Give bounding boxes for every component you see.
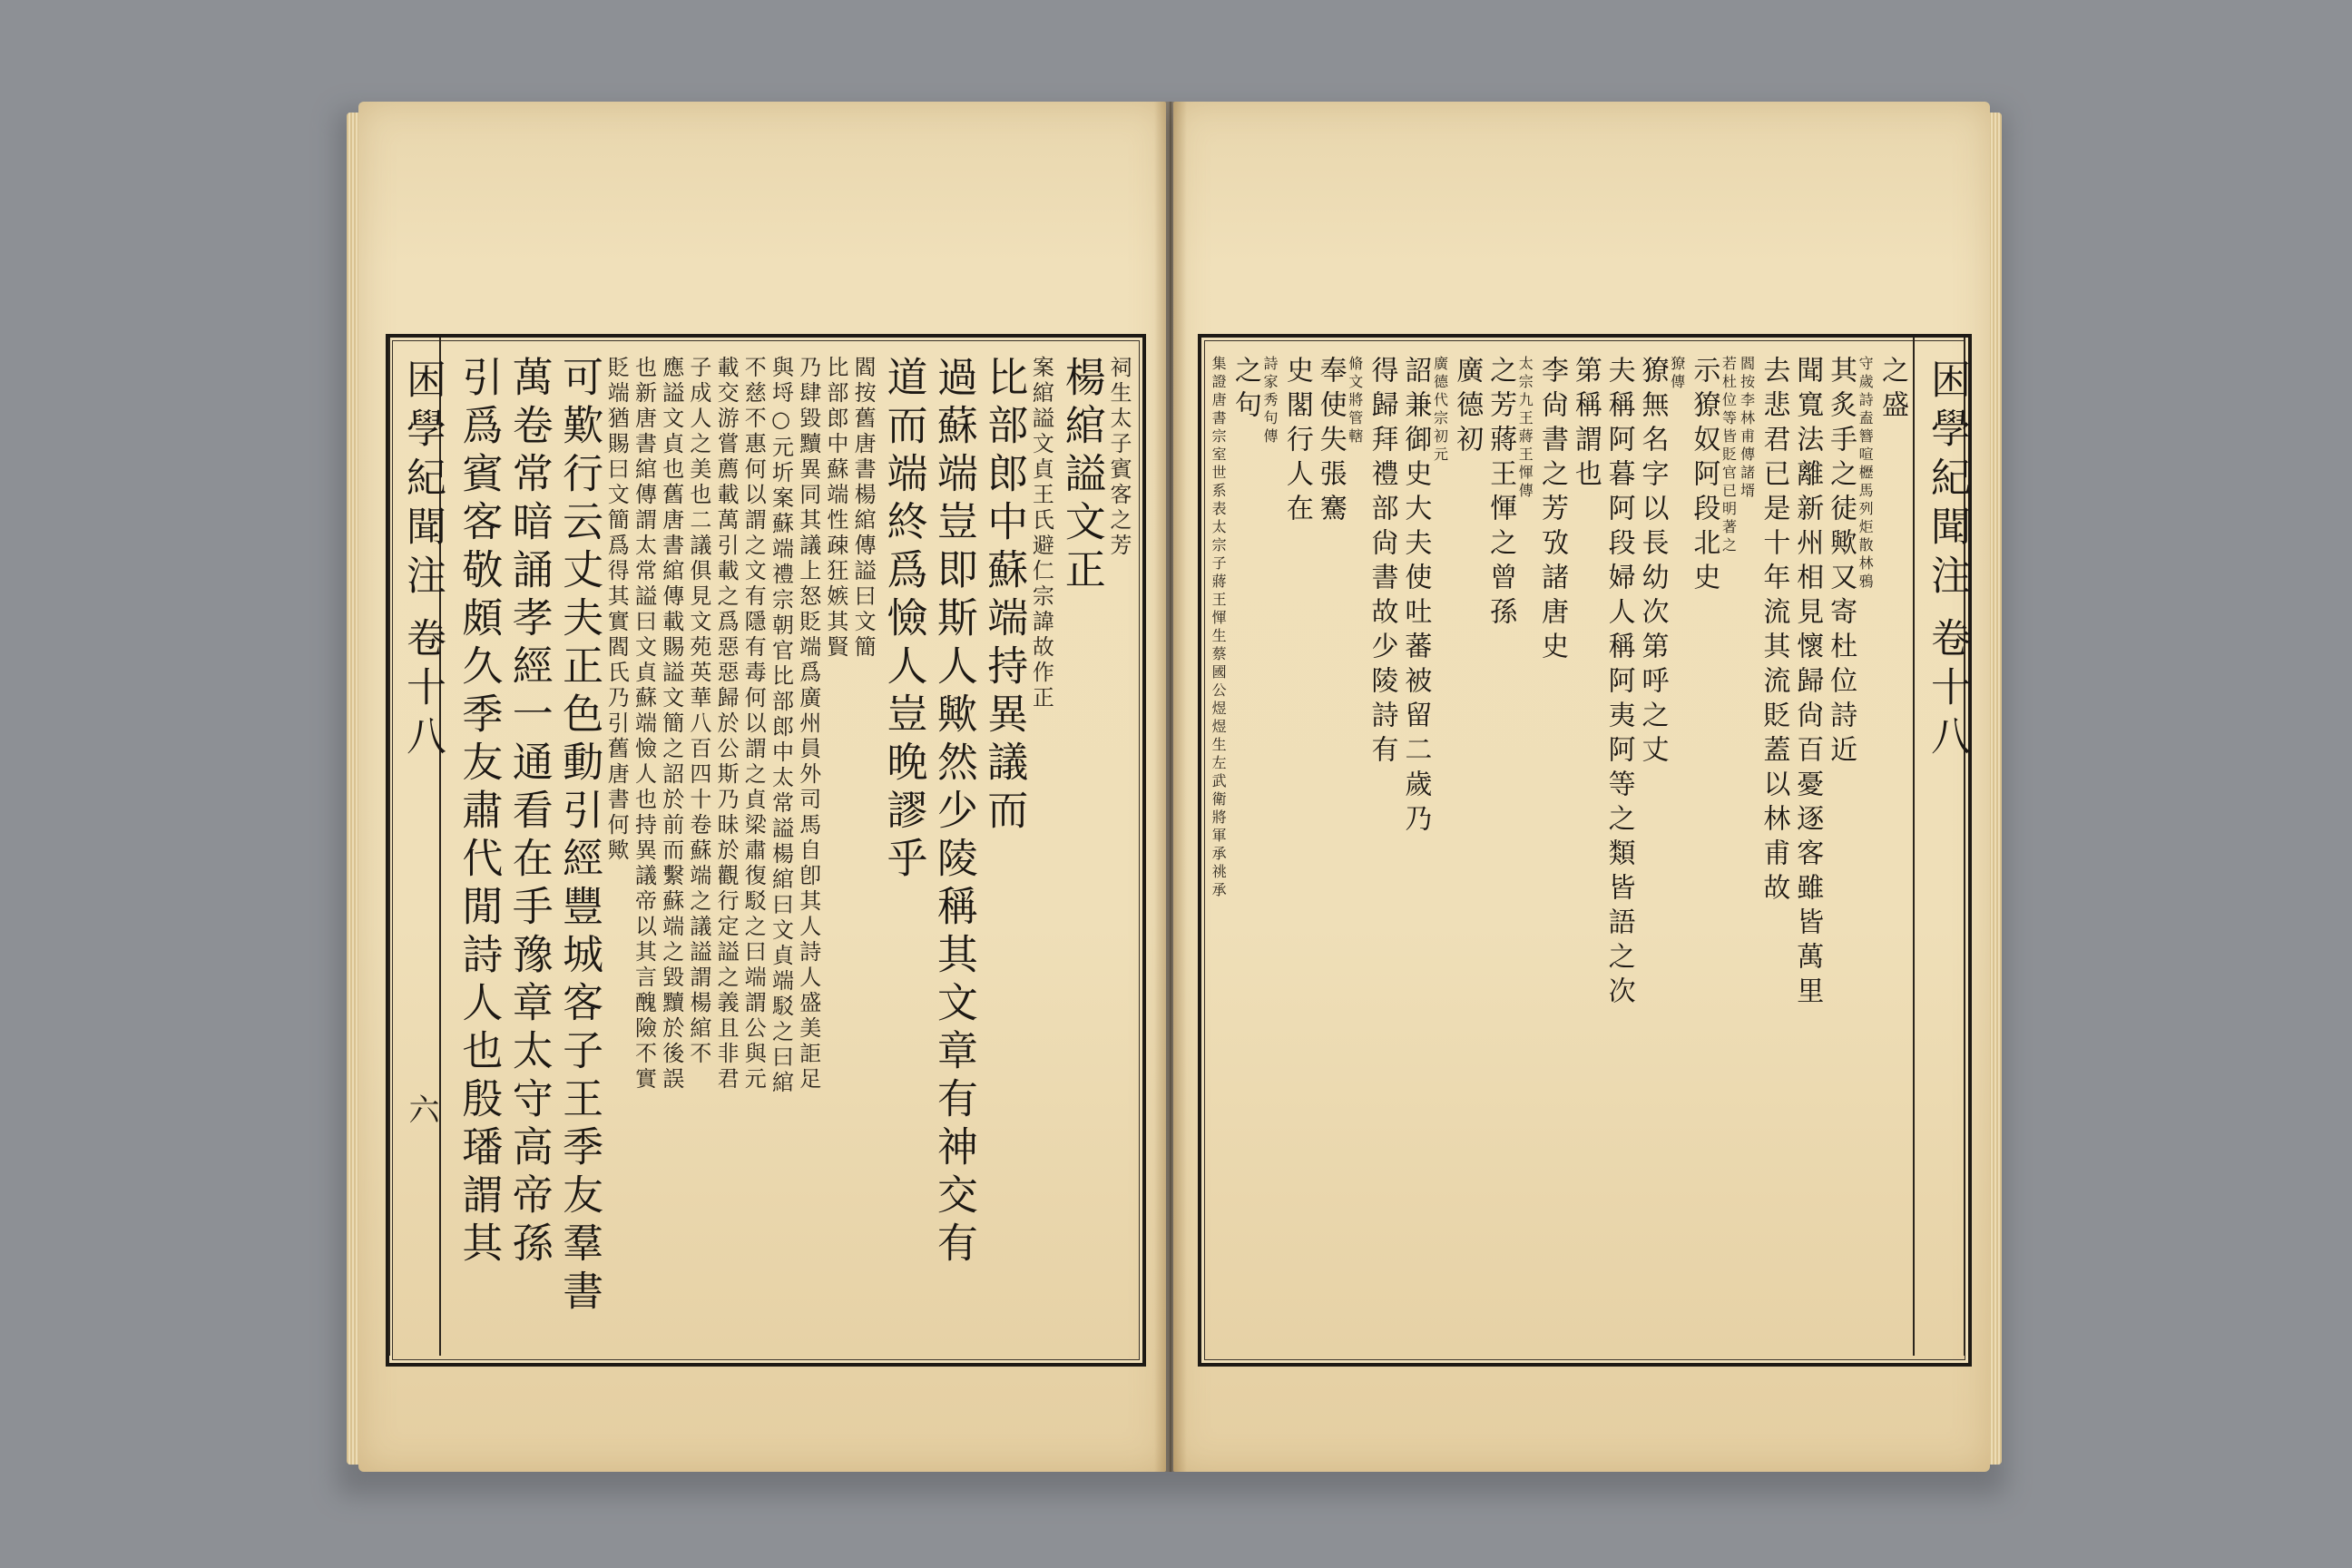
left-page-column: 與埒○元圻案蘇端禮宗朝官比部郎中太常謚楊綰曰文貞端駁之曰綰 — [768, 356, 794, 1096]
book-gutter — [1154, 102, 1187, 1472]
left-page-column: 乃肆毀黷異同其議上怒貶端爲廣州員外司馬自卽其人詩人盛美詎足 — [795, 356, 821, 1093]
right-page-column: 之盛 — [1876, 356, 1908, 425]
left-page-column: 比部郎中蘇端持異議而 — [980, 356, 1029, 837]
right-page-column: 獠傳 — [1668, 356, 1686, 392]
left-page-column: 子成人之美也二議俱見文苑英華八百四十卷蘇端之議謚謂楊綰不 — [685, 356, 711, 1067]
left-page-column: 祠生太子賓客之芳 — [1105, 356, 1132, 559]
right-page-column: 廣德代宗初元 — [1431, 356, 1449, 465]
right-page-column: 太宗九王蔣王惲傳 — [1516, 356, 1534, 501]
left-band-title: 困學紀聞注 — [399, 358, 446, 603]
right-page-column: 夫稱阿暮阿段婦人稱阿夷阿等之類皆語之次 — [1602, 356, 1635, 1011]
left-folio: 六 — [403, 1093, 439, 1124]
right-page-column: 李尙書之芳攷諸唐史 — [1536, 356, 1569, 666]
left-page-column: 貶端猶賜曰文簡爲得其實閻氏乃引舊唐書何歟 — [603, 356, 630, 864]
left-page-column: 也新唐書綰傳謂太常謚曰文貞蘇端憸人也持異議帝以其言醜險不實 — [631, 356, 657, 1093]
left-page-column: 應謚文貞也舊唐書綰傳載賜謚文簡之詔於前而繫蘇端之毀黷於後誤 — [658, 356, 684, 1093]
right-page-column: 奉使失張騫 — [1314, 356, 1347, 528]
left-band-volume: 卷十八 — [399, 617, 446, 764]
left-page-column: 載交游嘗薦載萬引載之爲惡惡歸於公斯乃昧於觀行定謚之義且非君 — [713, 356, 740, 1093]
left-page-column: 可歎行云丈夫正色動引經豐城客子王季友羣書 — [555, 356, 604, 1318]
left-page-column: 引爲賓客敬頗久季友肅代閒詩人也殷璠謂其 — [455, 356, 504, 1269]
right-page-column: 其炙手之徒歟又寄杜位詩近 — [1825, 356, 1857, 769]
right-page-column: 聞寬法離新州相見懷歸尙百憂逐客雖皆萬里 — [1791, 356, 1824, 1011]
right-page-column: 詩家秀句傳 — [1260, 356, 1279, 446]
right-band-volume: 卷十八 — [1924, 617, 1970, 764]
right-page-column: 守歲詩盍簪喧櫪馬列炬散林鴉 — [1857, 356, 1875, 592]
left-page-column: 案綰謚文貞王氏避仁宗諱故作正 — [1028, 356, 1054, 711]
right-page-column: 閻按李林甫傳諸壻 — [1738, 356, 1756, 501]
right-page-column: 去悲君已是十年流其流貶蓋以林甫故 — [1758, 356, 1790, 907]
left-page-column: 道而端終爲憸人豈晚謬乎 — [879, 356, 928, 885]
right-page-column: 脩文將管轄 — [1346, 356, 1364, 446]
left-page-column: 不慈不惠何以謂之文有隱有毒何以謂之貞梁肅復駁之曰端謂公與元 — [740, 356, 767, 1093]
left-page-column: 過蘇端豈即斯人歟然少陵稱其文章有神交有 — [929, 356, 978, 1269]
right-page-column: 第稱謂也 — [1569, 356, 1602, 494]
right-page-column: 之芳蔣王惲之曾孫 — [1485, 356, 1517, 632]
left-page-column: 閻按舊唐書楊綰傳謚曰文簡 — [850, 356, 877, 661]
right-band-title: 困學紀聞注 — [1924, 358, 1970, 603]
right-page-column: 廣德初 — [1451, 356, 1484, 459]
right-page-column: 得歸拜禮部尙書故少陵詩有 — [1366, 356, 1398, 769]
left-page-column: 楊綰謚文正 — [1057, 356, 1106, 596]
right-page-column: 詔兼御史大夫使吐蕃被留二歲乃 — [1399, 356, 1432, 838]
left-page-column: 萬卷常暗誦孝經一通看在手豫章太守高帝孫 — [505, 356, 554, 1269]
right-page-column: 示獠奴阿段北史 — [1688, 356, 1720, 597]
right-page-column: 之句 — [1229, 356, 1261, 425]
right-page-column: 獠無名字以長幼次第呼之丈 — [1636, 356, 1669, 769]
right-page-column: 若杜位等皆貶官已明著之 — [1720, 356, 1738, 555]
right-page-column: 史閣行人在 — [1280, 356, 1313, 528]
right-page-column: 集證唐書宗室世系表太宗子蔣王惲生蔡國公煜煜生左武衛將軍承祧承 — [1210, 356, 1228, 900]
left-page-column: 比部郎中蘇端性疎狂嫉其賢 — [822, 356, 848, 661]
